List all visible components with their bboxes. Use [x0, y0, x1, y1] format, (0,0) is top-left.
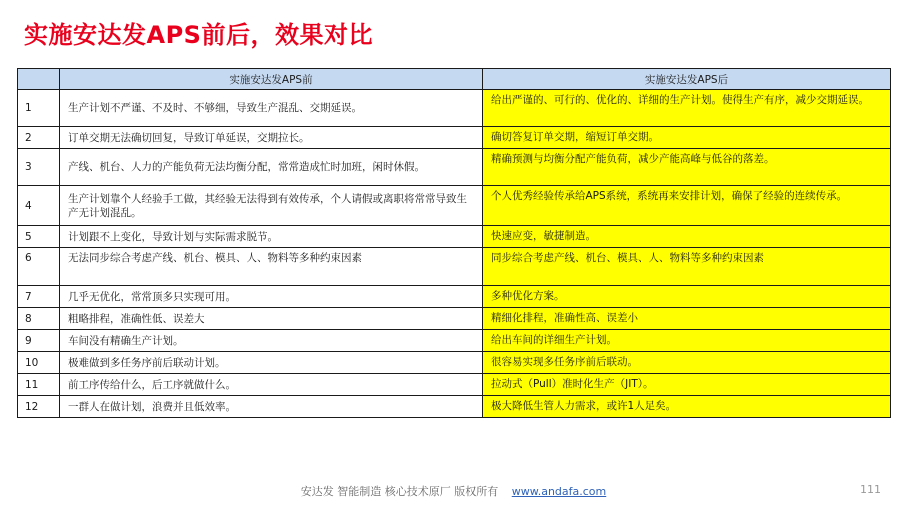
table-row	[18, 90, 891, 127]
row-number: 12	[18, 396, 60, 418]
before-cell: 计划跟不上变化，导致计划与实际需求脱节。	[60, 226, 483, 248]
after-cell: 极大降低生管人力需求，或许1人足矣。	[483, 396, 891, 418]
before-cell: 一群人在做计划，浪费并且低效率。	[60, 396, 483, 418]
table-row	[18, 374, 891, 396]
row-number: 5	[18, 226, 60, 248]
after-cell: 精确预测与均衡分配产能负荷，减少产能高峰与低谷的落差。	[483, 149, 891, 186]
row-number: 3	[18, 149, 60, 186]
after-cell: 快速应变，敏捷制造。	[483, 226, 891, 248]
header-number	[18, 69, 60, 90]
before-cell: 极难做到多任务序前后联动计划。	[60, 352, 483, 374]
comparison-table	[17, 68, 891, 418]
table-row	[18, 186, 891, 226]
before-cell: 无法同步综合考虑产线、机台、模具、人、物料等多种约束因素	[60, 248, 483, 286]
page-number: 111	[860, 483, 881, 496]
table-row	[18, 226, 891, 248]
after-cell: 多种优化方案。	[483, 286, 891, 308]
before-cell: 粗略排程，准确性低、误差大	[60, 308, 483, 330]
after-cell: 拉动式（Pull）准时化生产（JIT）。	[483, 374, 891, 396]
header-after: 实施安达发APS后	[483, 69, 891, 90]
footer-website-link[interactable]: www.andafa.com	[511, 485, 607, 498]
table-row	[18, 330, 891, 352]
after-cell: 精细化排程，准确性高、误差小	[483, 308, 891, 330]
before-cell: 生产计划不严谨、不及时、不够细，导致生产混乱、交期延误。	[60, 90, 483, 127]
slide-title: 实施安达发APS前后，效果对比	[24, 21, 373, 49]
before-cell: 车间没有精确生产计划。	[60, 330, 483, 352]
after-cell: 给出严谨的、可行的、优化的、详细的生产计划。使得生产有序，减少交期延误。	[483, 90, 891, 127]
before-cell: 前工序传给什么，后工序就做什么。	[60, 374, 483, 396]
row-number: 2	[18, 127, 60, 149]
table-row	[18, 127, 891, 149]
table-row	[18, 308, 891, 330]
before-cell: 产线、机台、人力的产能负荷无法均衡分配，常常造成忙时加班，闲时休假。	[60, 149, 483, 186]
after-cell: 确切答复订单交期，缩短订单交期。	[483, 127, 891, 149]
row-number: 4	[18, 186, 60, 226]
row-number: 1	[18, 90, 60, 127]
footer	[0, 483, 907, 499]
row-number: 6	[18, 248, 60, 286]
footer-copyright: 安达发 智能制造 核心技术原厂 版权所有	[300, 485, 499, 498]
before-cell: 订单交期无法确切回复，导致订单延误，交期拉长。	[60, 127, 483, 149]
table-row	[18, 286, 891, 308]
row-number: 11	[18, 374, 60, 396]
after-cell: 给出车间的详细生产计划。	[483, 330, 891, 352]
table-row	[18, 352, 891, 374]
table-row	[18, 149, 891, 186]
after-cell: 个人优秀经验传承给APS系统，系统再来安排计划，确保了经验的连续传承。	[483, 186, 891, 226]
table-row	[18, 396, 891, 418]
before-cell: 几乎无优化，常常顶多只实现可用。	[60, 286, 483, 308]
table-header-row	[18, 69, 891, 90]
after-cell: 同步综合考虑产线、机台、模具、人、物料等多种约束因素	[483, 248, 891, 286]
row-number: 7	[18, 286, 60, 308]
table-row	[18, 248, 891, 286]
before-cell: 生产计划靠个人经验手工做，其经验无法得到有效传承，个人请假或离职将常常导致生产无计划混乱。	[60, 186, 483, 226]
row-number: 8	[18, 308, 60, 330]
row-number: 9	[18, 330, 60, 352]
row-number: 10	[18, 352, 60, 374]
after-cell: 很容易实现多任务序前后联动。	[483, 352, 891, 374]
header-before: 实施安达发APS前	[60, 69, 483, 90]
